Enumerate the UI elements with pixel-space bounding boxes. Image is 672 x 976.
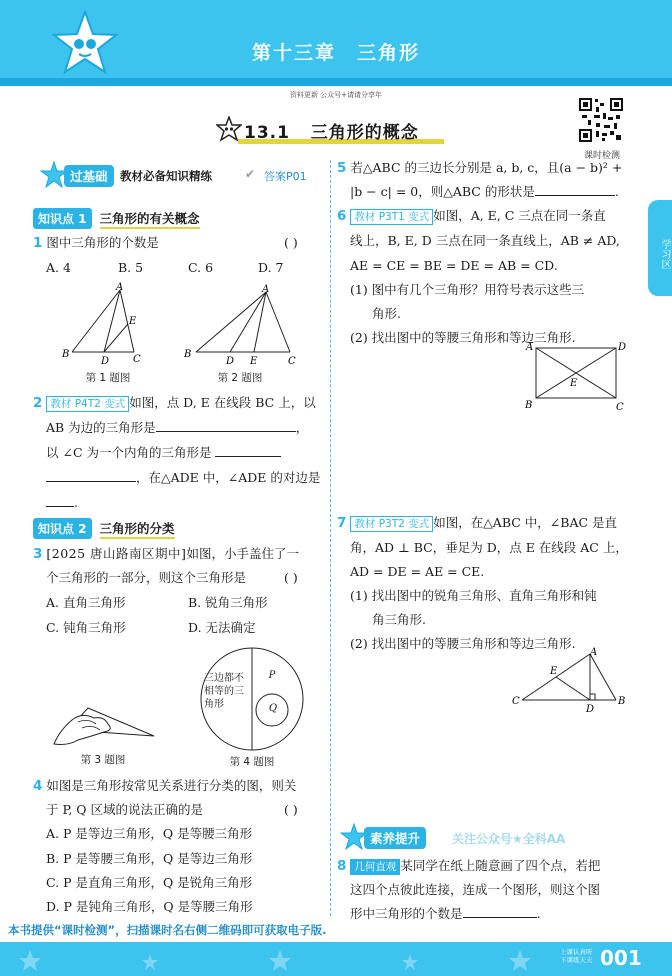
fig4-p-label: P	[268, 670, 276, 681]
q6-line2: 线上，B, E, D 三点在同一条直线上，AB ≠ AD,	[350, 233, 620, 248]
svg-text:A: A	[526, 342, 534, 353]
q7-tag: 教材 P3T2 变式	[350, 516, 433, 532]
svg-text:B: B	[62, 349, 70, 360]
q4-option-a[interactable]: A. P 是等边三角形，Q 是等腰三角形	[46, 826, 253, 841]
q7-sub1b: 角三角形.	[372, 612, 426, 627]
q1-option-a[interactable]: A. 4	[46, 260, 71, 275]
q6-tag: 教材 P3T1 变式	[350, 209, 433, 225]
page-number: 001	[600, 946, 642, 970]
q1-option-d[interactable]: D. 7	[258, 260, 284, 275]
q2-line3: 以 ∠C 为一个内角的三角形是	[46, 445, 281, 461]
q3-paren: ( )	[284, 570, 298, 585]
svg-text:A: A	[262, 284, 270, 295]
kp2-label: 知识点 2	[33, 518, 92, 539]
svg-text:E: E	[250, 356, 258, 367]
svg-text:B: B	[184, 349, 192, 360]
figure-1	[58, 282, 158, 370]
svg-text:E: E	[550, 666, 558, 677]
svg-text:D: D	[101, 356, 110, 367]
q6-sub1a: (1) 图中有几个三角形？用符号表示这些三	[350, 282, 585, 297]
svg-text:A: A	[116, 282, 124, 293]
q4-paren: ( )	[284, 802, 298, 817]
kp2-title: 三角形的分类	[100, 519, 175, 539]
q6-sub2: (2) 找出图中的等腰三角形和等边三角形.	[350, 330, 576, 345]
q4-option-b[interactable]: B. P 是等腰三角形，Q 是等边三角形	[46, 851, 253, 866]
svg-text:D: D	[586, 704, 595, 714]
answer-ref: 答案P01	[264, 170, 307, 183]
svg-text:D: D	[226, 356, 235, 367]
svg-text:C: C	[616, 402, 624, 413]
basics-title: 过基础	[64, 165, 114, 187]
q4-option-d[interactable]: D. P 是钝角三角形，Q 是等腰三角形	[46, 899, 253, 914]
svg-text:B: B	[525, 400, 533, 411]
q2-line2: AB 为边的三角形是 ，	[46, 420, 309, 435]
fig3-caption: 第 3 题图	[80, 754, 126, 766]
fig1-caption: 第 1 题图	[85, 372, 131, 384]
q6-line3: AE = CE = BE = DE = AB = CD.	[350, 258, 558, 273]
q2-tag: 教材 P4T2 变式	[46, 396, 129, 412]
svg-text:D: D	[618, 342, 627, 353]
basics-subtitle: 教材必备知识精练	[120, 169, 212, 183]
q4-option-c[interactable]: C. P 是直角三角形，Q 是锐角三角形	[46, 875, 253, 890]
knowledge-point-2	[33, 518, 175, 539]
q3-option-c[interactable]: C. 钝角三角形	[46, 620, 126, 635]
section-title	[200, 114, 450, 144]
q7-line1: 7 教材 P3T2 变式 如图，在△ABC 中，∠BAC 是直	[337, 515, 618, 531]
svg-text:C: C	[512, 696, 520, 707]
svg-text:C: C	[133, 354, 141, 365]
q3-option-a[interactable]: A. 直角三角形	[46, 595, 126, 610]
q3-option-b[interactable]: B. 锐角三角形	[188, 595, 268, 610]
svg-text:E: E	[570, 378, 578, 389]
check-icon: ✔	[245, 167, 256, 181]
section-name: 三角形的概念	[310, 123, 419, 143]
q8-line2: 这四个点彼此连接，连成一个图形，则这个图	[350, 882, 601, 897]
q3-line2: 个三角形的一部分，则这个三角形是	[46, 570, 247, 585]
page-badge	[560, 942, 672, 976]
svg-text:C: C	[288, 356, 296, 367]
q2-line5: .	[46, 495, 78, 511]
improve-title: 素养提升	[364, 827, 426, 849]
source-line: 资料更新 公众号+请请分享年	[289, 91, 383, 99]
q1-paren: ( )	[284, 235, 298, 250]
fig2-caption: 第 2 题图	[217, 372, 263, 384]
q2-line1: 2 教材 P4T2 变式 如图，点 D, E 在线段 BC 上，以	[33, 395, 316, 411]
fig4-caption: 第 4 题图	[229, 756, 275, 768]
q8-line1: 8 几何直观 某同学在纸上随意画了四个点，若把	[337, 858, 601, 874]
q1-stem: 1 图中三角形的个数是	[33, 235, 159, 251]
improve-bar	[340, 826, 640, 850]
section-number: 13.1	[244, 123, 290, 143]
q4-line1: 4 如图是三角形按常见关系进行分类的图，则关	[33, 778, 297, 794]
basics-bar	[40, 165, 330, 187]
side-tab[interactable]: 学习区	[648, 200, 672, 296]
q2-line4: ，在△ADE 中，∠ADE 的对边是	[46, 470, 320, 486]
badge-text: 上课认真听 下课练天天	[560, 948, 593, 964]
kp1-title: 三角形的有关概念	[100, 209, 200, 229]
q6-line1: 6 教材 P3T1 变式 如图，A, E, C 三点在同一条直	[337, 208, 606, 224]
q1-option-c[interactable]: C. 6	[188, 260, 214, 275]
q7-line2: 角，AD ⊥ BC，垂足为 D，点 E 在线段 AC 上，	[350, 540, 628, 555]
kp1-label: 知识点 1	[33, 208, 92, 229]
q1-option-b[interactable]: B. 5	[118, 260, 144, 275]
q3-line1: 3 [2025 唐山路南区期中]如图，小手盖住了一	[33, 546, 299, 562]
q8-line3: 形中三角形的个数是 .	[350, 906, 541, 921]
svg-text:A: A	[590, 647, 598, 658]
figure-3-hand-icon	[48, 700, 158, 750]
figure-q7	[510, 646, 630, 714]
q8-tag: 几何直观	[350, 859, 400, 875]
chapter-title: 第十三章 三角形	[251, 42, 420, 64]
q5-line1: 5 若△ABC 的三边长分别是 a, b, c，且(a − b)² +	[337, 160, 623, 176]
q6-sub1b: 角形.	[372, 306, 401, 321]
q7-line3: AD = DE = AE = CE.	[350, 564, 485, 579]
svg-text:E: E	[129, 316, 137, 327]
fig4-left-text: 三边都不 相等的三 角形	[204, 673, 244, 710]
fig4-q-label: Q	[268, 703, 278, 714]
qr-caption: 课时检测	[583, 151, 620, 161]
figure-2	[180, 282, 300, 370]
column-divider	[330, 160, 331, 916]
q3-option-d[interactable]: D. 无法确定	[188, 620, 256, 635]
figure-q6	[520, 338, 630, 414]
qr-code-icon[interactable]	[578, 97, 624, 143]
watermark-text: 关注公众号★全科AA	[452, 832, 566, 846]
q5-line2: |b − c| = 0，则△ABC 的形状是 .	[350, 184, 619, 199]
q4-line2: 于 P, Q 区域的说法正确的是	[46, 802, 204, 817]
q7-sub2: (2) 找出图中的等腰三角形和等边三角形.	[350, 636, 576, 651]
svg-text:B: B	[618, 696, 626, 707]
footer-note: 本书提供“课时检测”，扫描课时名右侧二维码即可获取电子版.	[8, 923, 327, 937]
knowledge-point-1	[33, 208, 200, 229]
q7-sub1a: (1) 找出图中的锐角三角形、直角三角形和钝	[350, 588, 597, 603]
